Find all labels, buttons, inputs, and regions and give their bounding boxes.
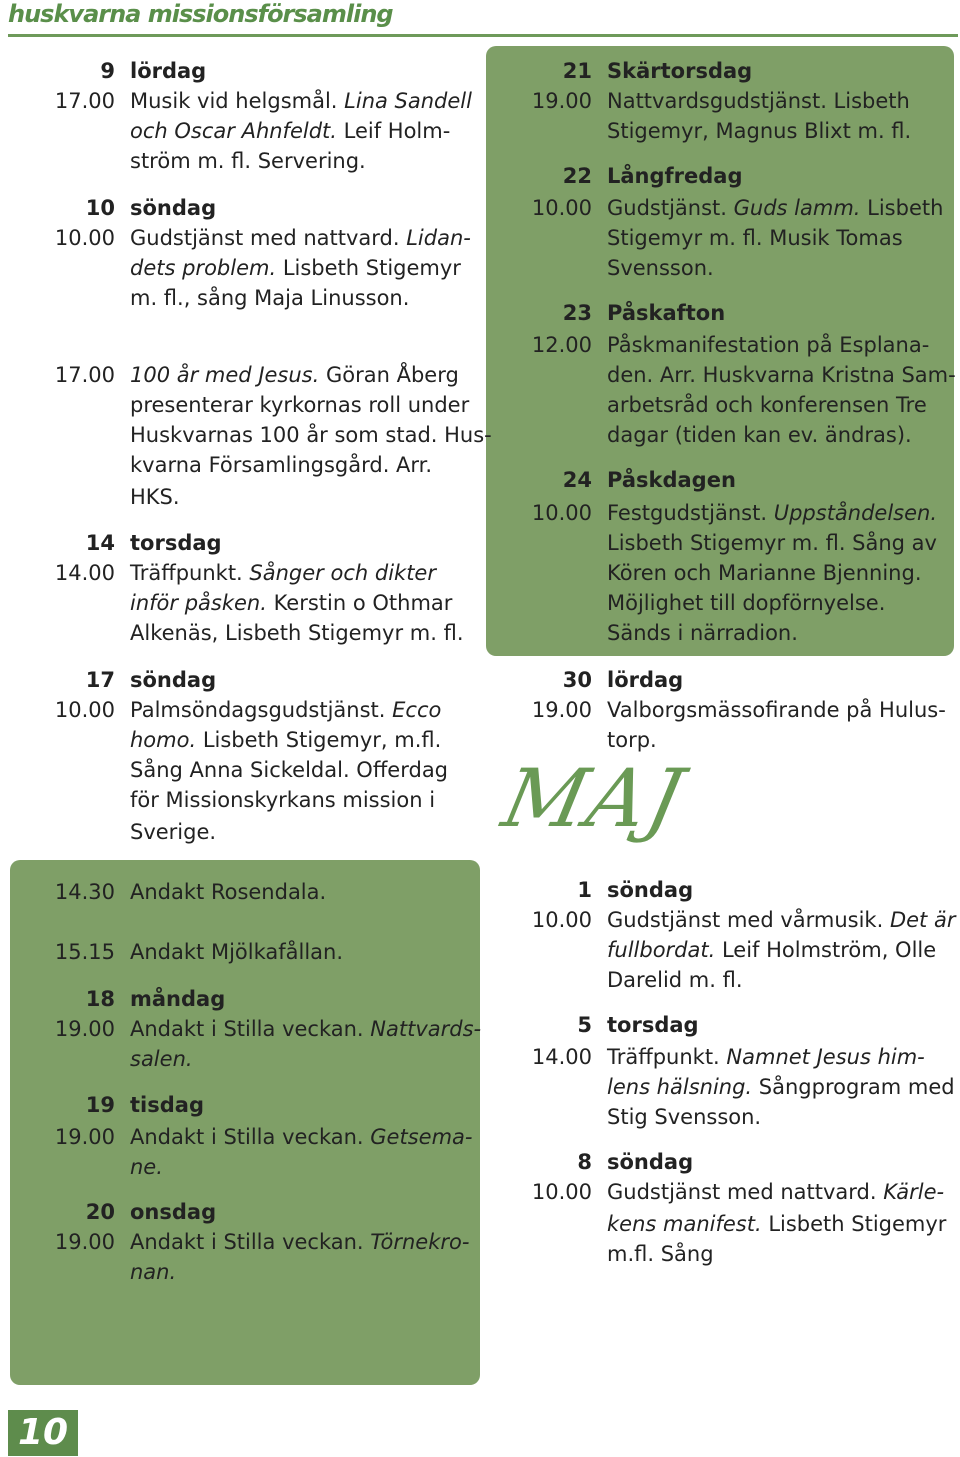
- day-name: måndag: [130, 987, 226, 1011]
- event-text: torp.: [607, 728, 657, 752]
- event-text: Andakt Rosendala.: [130, 880, 327, 904]
- event-text: Musik vid helgsmål. Lina Sandell: [130, 89, 472, 113]
- event-text: ström m. fl. Servering.: [130, 149, 366, 173]
- event-text: Valborgsmässofirande på Hulus-: [607, 698, 946, 722]
- event-text: dets problem. Lisbeth Stigemyr: [130, 256, 461, 280]
- day-name: tisdag: [130, 1093, 204, 1117]
- event-text: lens hälsning. Sångprogram med: [607, 1075, 955, 1099]
- event-text: Sänds i närradion.: [607, 621, 798, 645]
- header-rule: [8, 34, 958, 37]
- event-text: Festgudstjänst. Uppståndelsen.: [607, 501, 938, 525]
- event-text: nan.: [130, 1260, 177, 1284]
- event-text: Nattvardsgudstjänst. Lisbeth: [607, 89, 910, 113]
- day-name: onsdag: [130, 1200, 217, 1224]
- event-text: Träffpunkt. Sånger och dikter: [130, 561, 436, 585]
- day-name: söndag: [607, 1150, 694, 1174]
- event-text: homo. Lisbeth Stigemyr, m.fl.: [130, 728, 442, 752]
- event-text: fullbordat. Leif Holmström, Olle: [607, 938, 937, 962]
- brand-title: huskvarna missionsförsamling: [8, 0, 393, 28]
- event-text: Gudstjänst med vårmusik. Det är: [607, 908, 956, 932]
- event-text: Andakt Mjölkafållan.: [130, 940, 344, 964]
- day-name: söndag: [607, 878, 694, 902]
- event-text: och Oscar Ahnfeldt. Leif Holm-: [130, 119, 451, 143]
- event-text: inför påsken. Kerstin o Othmar: [130, 591, 453, 615]
- event-text: kens manifest. Lisbeth Stigemyr: [607, 1212, 947, 1236]
- page-number: 10: [8, 1410, 78, 1456]
- event-text: Stig Svensson.: [607, 1105, 762, 1129]
- event-text: Andakt i Stilla veckan. Getsema-: [130, 1125, 473, 1149]
- event-text: kvarna Församlingsgård. Arr.: [130, 453, 433, 477]
- day-name: Skärtorsdag: [607, 59, 753, 83]
- day-name: torsdag: [607, 1013, 699, 1037]
- day-name: Påskdagen: [607, 468, 736, 492]
- event-text: för Missionskyrkans mission i: [130, 788, 436, 812]
- event-text: m. fl., sång Maja Linusson.: [130, 286, 410, 310]
- event-text: Gudstjänst. Guds lamm. Lisbeth: [607, 196, 944, 220]
- event-text: Påskmanifestation på Esplana-: [607, 333, 930, 357]
- day-name: söndag: [130, 196, 217, 220]
- event-text: Andakt i Stilla veckan. Törnekro-: [130, 1230, 470, 1254]
- event-text: dagar (tiden kan ev. ändras).: [607, 423, 912, 447]
- event-text: Alkenäs, Lisbeth Stigemyr m. fl.: [130, 621, 464, 645]
- event-text: den. Arr. Huskvarna Kristna Sam-: [607, 363, 956, 387]
- event-text: presenterar kyrkornas roll under: [130, 393, 470, 417]
- day-name: torsdag: [130, 531, 222, 555]
- event-text: Gudstjänst med nattvard. Lidan-: [130, 226, 471, 250]
- day-name: Långfredag: [607, 164, 743, 188]
- event-text: Kören och Marianne Bjenning.: [607, 561, 922, 585]
- month-heading: MAJ: [495, 752, 693, 845]
- day-name: Påskafton: [607, 301, 726, 325]
- day-name: lördag: [130, 59, 207, 83]
- day-name: lördag: [607, 668, 684, 692]
- day-name: söndag: [130, 668, 217, 692]
- event-text: Gudstjänst med nattvard. Kärle-: [607, 1180, 945, 1204]
- event-text: HKS.: [130, 485, 180, 509]
- event-text: 100 år med Jesus. Göran Åberg: [130, 363, 459, 387]
- event-text: m.fl. Sång: [607, 1242, 714, 1266]
- event-text: Huskvarnas 100 år som stad. Hus-: [130, 423, 492, 447]
- event-text: Träffpunkt. Namnet Jesus him-: [607, 1045, 925, 1069]
- event-text: Svensson.: [607, 256, 714, 280]
- event-text: Sång Anna Sickeldal. Offerdag: [130, 758, 449, 782]
- event-text: Möjlighet till dopförnyelse.: [607, 591, 886, 615]
- event-text: arbetsråd och konferensen Tre: [607, 393, 927, 417]
- event-text: ne.: [130, 1155, 163, 1179]
- event-text: Andakt i Stilla veckan. Nattvards-: [130, 1017, 482, 1041]
- event-text: Lisbeth Stigemyr m. fl. Sång av: [607, 531, 937, 555]
- event-text: Sverige.: [130, 820, 217, 844]
- event-text: Stigemyr m. fl. Musik Tomas: [607, 226, 903, 250]
- event-text: Darelid m. fl.: [607, 968, 743, 992]
- event-text: Stigemyr, Magnus Blixt m. fl.: [607, 119, 912, 143]
- event-text: Palmsöndagsgudstjänst. Ecco: [130, 698, 442, 722]
- event-text: salen.: [130, 1047, 193, 1071]
